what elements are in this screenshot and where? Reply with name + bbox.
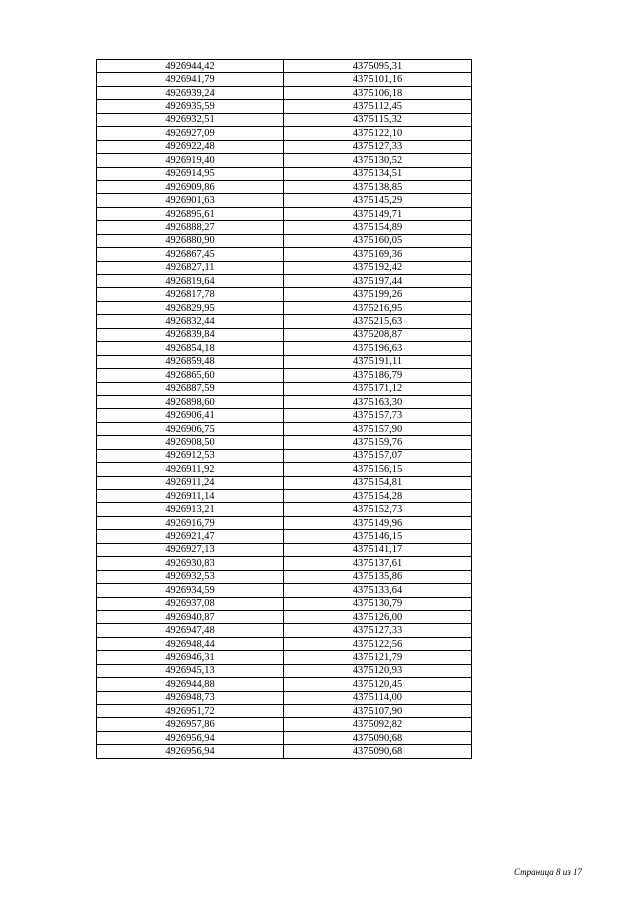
x-coordinate-cell: 4926941,79 [97, 73, 284, 86]
y-coordinate-cell: 4375163,30 [284, 395, 472, 408]
x-coordinate-cell: 4926819,64 [97, 275, 284, 288]
x-coordinate-cell: 4926887,59 [97, 382, 284, 395]
x-coordinate-cell: 4926839,84 [97, 328, 284, 341]
coordinates-table [96, 59, 472, 759]
table-row [97, 745, 472, 758]
x-coordinate-cell: 4926817,78 [97, 288, 284, 301]
y-coordinate-cell: 4375112,45 [284, 100, 472, 113]
y-coordinate-cell: 4375216,95 [284, 301, 472, 314]
y-coordinate-cell: 4375114,00 [284, 691, 472, 704]
x-coordinate-cell: 4926827,11 [97, 261, 284, 274]
y-coordinate-cell: 4375120,45 [284, 678, 472, 691]
y-coordinate-cell: 4375199,26 [284, 288, 472, 301]
y-coordinate-cell: 4375130,52 [284, 154, 472, 167]
x-coordinate-cell: 4926937,08 [97, 597, 284, 610]
table-row [97, 610, 472, 623]
x-coordinate-cell: 4926957,86 [97, 718, 284, 731]
table-row [97, 234, 472, 247]
table-row [97, 86, 472, 99]
table-row [97, 597, 472, 610]
table-row [97, 651, 472, 664]
x-coordinate-cell: 4926829,95 [97, 301, 284, 314]
y-coordinate-cell: 4375192,42 [284, 261, 472, 274]
y-coordinate-cell: 4375101,16 [284, 73, 472, 86]
table-row [97, 624, 472, 637]
table-row [97, 275, 472, 288]
y-coordinate-cell: 4375120,93 [284, 664, 472, 677]
table-row [97, 705, 472, 718]
table-row [97, 315, 472, 328]
x-coordinate-cell: 4926867,45 [97, 248, 284, 261]
y-coordinate-cell: 4375208,87 [284, 328, 472, 341]
y-coordinate-cell: 4375090,68 [284, 745, 472, 758]
x-coordinate-cell: 4926935,59 [97, 100, 284, 113]
x-coordinate-cell: 4926956,94 [97, 745, 284, 758]
table-row [97, 664, 472, 677]
x-coordinate-cell: 4926948,73 [97, 691, 284, 704]
x-coordinate-cell: 4926922,48 [97, 140, 284, 153]
table-row [97, 516, 472, 529]
y-coordinate-cell: 4375127,33 [284, 140, 472, 153]
table-row [97, 436, 472, 449]
y-coordinate-cell: 4375149,96 [284, 516, 472, 529]
table-row [97, 342, 472, 355]
y-coordinate-cell: 4375121,79 [284, 651, 472, 664]
y-coordinate-cell: 4375197,44 [284, 275, 472, 288]
table-row [97, 490, 472, 503]
x-coordinate-cell: 4926939,24 [97, 86, 284, 99]
y-coordinate-cell: 4375157,90 [284, 422, 472, 435]
y-coordinate-cell: 4375133,64 [284, 584, 472, 597]
y-coordinate-cell: 4375152,73 [284, 503, 472, 516]
x-coordinate-cell: 4926854,18 [97, 342, 284, 355]
x-coordinate-cell: 4926934,59 [97, 584, 284, 597]
x-coordinate-cell: 4926930,83 [97, 557, 284, 570]
x-coordinate-cell: 4926909,86 [97, 180, 284, 193]
x-coordinate-cell: 4926912,53 [97, 449, 284, 462]
y-coordinate-cell: 4375122,56 [284, 637, 472, 650]
table-row [97, 140, 472, 153]
x-coordinate-cell: 4926911,14 [97, 490, 284, 503]
x-coordinate-cell: 4926956,94 [97, 731, 284, 744]
page-number-footer: Страница 8 из 17 [514, 867, 582, 877]
table-row [97, 60, 472, 73]
table-row [97, 248, 472, 261]
y-coordinate-cell: 4375171,12 [284, 382, 472, 395]
x-coordinate-cell: 4926932,53 [97, 570, 284, 583]
table-row [97, 154, 472, 167]
y-coordinate-cell: 4375137,61 [284, 557, 472, 570]
y-coordinate-cell: 4375141,17 [284, 543, 472, 556]
y-coordinate-cell: 4375154,89 [284, 221, 472, 234]
table-row [97, 301, 472, 314]
table-row [97, 557, 472, 570]
y-coordinate-cell: 4375134,51 [284, 167, 472, 180]
y-coordinate-cell: 4375138,85 [284, 180, 472, 193]
y-coordinate-cell: 4375157,07 [284, 449, 472, 462]
table-row [97, 369, 472, 382]
table-row [97, 382, 472, 395]
table-row [97, 503, 472, 516]
y-coordinate-cell: 4375186,79 [284, 369, 472, 382]
table-row [97, 194, 472, 207]
x-coordinate-cell: 4926951,72 [97, 705, 284, 718]
x-coordinate-cell: 4926916,79 [97, 516, 284, 529]
x-coordinate-cell: 4926906,75 [97, 422, 284, 435]
y-coordinate-cell: 4375191,11 [284, 355, 472, 368]
y-coordinate-cell: 4375157,73 [284, 409, 472, 422]
x-coordinate-cell: 4926914,95 [97, 167, 284, 180]
x-coordinate-cell: 4926888,27 [97, 221, 284, 234]
y-coordinate-cell: 4375090,68 [284, 731, 472, 744]
table-row [97, 355, 472, 368]
table-row [97, 637, 472, 650]
x-coordinate-cell: 4926906,41 [97, 409, 284, 422]
x-coordinate-cell: 4926932,51 [97, 113, 284, 126]
table-row [97, 530, 472, 543]
table-row [97, 731, 472, 744]
y-coordinate-cell: 4375169,36 [284, 248, 472, 261]
table-row [97, 100, 472, 113]
table-row [97, 409, 472, 422]
table-row [97, 718, 472, 731]
x-coordinate-cell: 4926944,42 [97, 60, 284, 73]
x-coordinate-cell: 4926947,48 [97, 624, 284, 637]
x-coordinate-cell: 4926921,47 [97, 530, 284, 543]
y-coordinate-cell: 4375095,31 [284, 60, 472, 73]
table-row [97, 395, 472, 408]
table-row [97, 288, 472, 301]
table-row [97, 570, 472, 583]
table-row [97, 463, 472, 476]
y-coordinate-cell: 4375145,29 [284, 194, 472, 207]
y-coordinate-cell: 4375154,28 [284, 490, 472, 503]
table-row [97, 207, 472, 220]
table-row [97, 221, 472, 234]
x-coordinate-cell: 4926911,24 [97, 476, 284, 489]
table-row [97, 261, 472, 274]
y-coordinate-cell: 4375107,90 [284, 705, 472, 718]
table-row [97, 73, 472, 86]
x-coordinate-cell: 4926898,60 [97, 395, 284, 408]
x-coordinate-cell: 4926908,50 [97, 436, 284, 449]
x-coordinate-cell: 4926859,48 [97, 355, 284, 368]
x-coordinate-cell: 4926927,13 [97, 543, 284, 556]
x-coordinate-cell: 4926832,44 [97, 315, 284, 328]
table-row [97, 543, 472, 556]
x-coordinate-cell: 4926940,87 [97, 610, 284, 623]
y-coordinate-cell: 4375146,15 [284, 530, 472, 543]
x-coordinate-cell: 4926944,88 [97, 678, 284, 691]
y-coordinate-cell: 4375135,86 [284, 570, 472, 583]
y-coordinate-cell: 4375156,15 [284, 463, 472, 476]
y-coordinate-cell: 4375127,33 [284, 624, 472, 637]
table-row [97, 678, 472, 691]
table-row [97, 476, 472, 489]
y-coordinate-cell: 4375130,79 [284, 597, 472, 610]
x-coordinate-cell: 4926901,63 [97, 194, 284, 207]
y-coordinate-cell: 4375154,81 [284, 476, 472, 489]
y-coordinate-cell: 4375196,63 [284, 342, 472, 355]
x-coordinate-cell: 4926911,92 [97, 463, 284, 476]
table-row [97, 449, 472, 462]
table-row [97, 180, 472, 193]
y-coordinate-cell: 4375122,10 [284, 127, 472, 140]
x-coordinate-cell: 4926880,90 [97, 234, 284, 247]
y-coordinate-cell: 4375215,63 [284, 315, 472, 328]
x-coordinate-cell: 4926919,40 [97, 154, 284, 167]
x-coordinate-cell: 4926895,61 [97, 207, 284, 220]
y-coordinate-cell: 4375149,71 [284, 207, 472, 220]
x-coordinate-cell: 4926927,09 [97, 127, 284, 140]
y-coordinate-cell: 4375115,32 [284, 113, 472, 126]
table-row [97, 584, 472, 597]
y-coordinate-cell: 4375092,82 [284, 718, 472, 731]
y-coordinate-cell: 4375126,00 [284, 610, 472, 623]
table-row [97, 328, 472, 341]
y-coordinate-cell: 4375159,76 [284, 436, 472, 449]
y-coordinate-cell: 4375160,05 [284, 234, 472, 247]
x-coordinate-cell: 4926948,44 [97, 637, 284, 650]
table-row [97, 113, 472, 126]
table-row [97, 422, 472, 435]
table-row [97, 167, 472, 180]
x-coordinate-cell: 4926946,31 [97, 651, 284, 664]
table-row [97, 127, 472, 140]
x-coordinate-cell: 4926945,13 [97, 664, 284, 677]
coordinates-table-body [97, 60, 472, 759]
x-coordinate-cell: 4926865,60 [97, 369, 284, 382]
y-coordinate-cell: 4375106,18 [284, 86, 472, 99]
table-row [97, 691, 472, 704]
x-coordinate-cell: 4926913,21 [97, 503, 284, 516]
